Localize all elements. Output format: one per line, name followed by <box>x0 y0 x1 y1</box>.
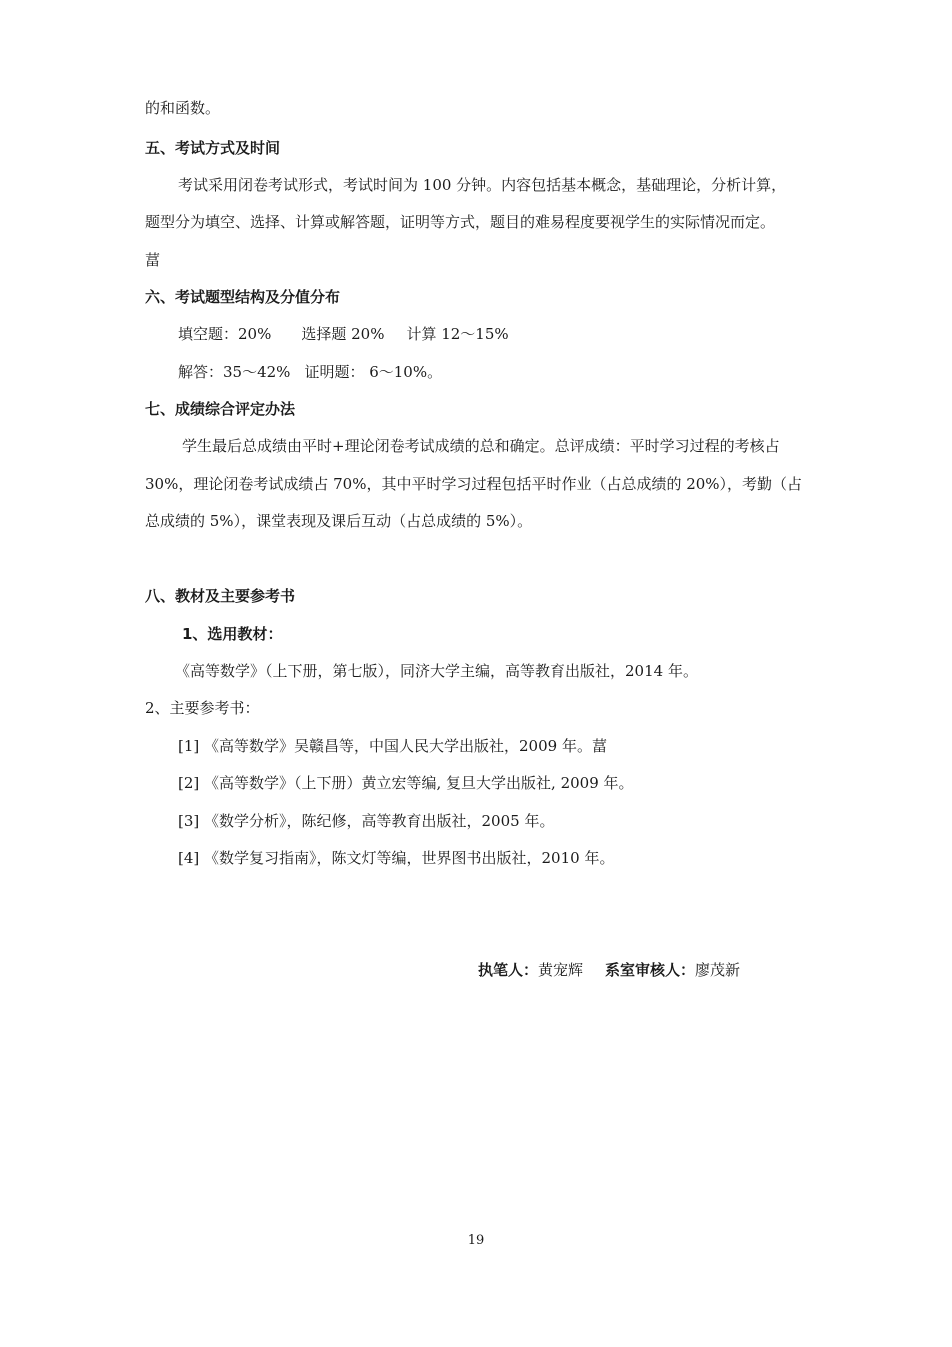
author-name: 黄宠辉 <box>538 961 584 979</box>
section-5-line-1: 考试采用闭卷考试形式，考试时间为 100 分钟。内容包括基本概念，基础理论，分析计算， <box>178 176 787 194</box>
section-5-line-2: 题型分为填空、选择、计算或解答题，证明等方式，题目的难易程度要视学生的实际情况而定。 <box>145 213 776 231</box>
fill-blank-share: 填空题：20% <box>178 325 272 343</box>
reference-item-4: [4] 《数学复习指南》，陈文灯等编，世界图书出版社，2010 年。 <box>178 849 615 867</box>
textbook-entry: 《高等数学》（上下册，第七版），同济大学主编，高等教育出版社，2014 年。 <box>175 662 698 680</box>
intro-tail-text: 的和函数。 <box>145 99 221 117</box>
answer-share: 解答：35～42% <box>178 363 291 381</box>
reference-item-1: [1] 《高等数学》吴赣昌等，中国人民大学出版社，2009 年。葍 <box>178 737 607 755</box>
section-7-line-2: 30%，理论闭卷考试成绩占 70%，其中平时学习过程包括平时作业（占总成绩的 20%），考勤（占 <box>145 475 803 493</box>
textbook-label: 1、选用教材： <box>182 625 283 643</box>
reviewer-label: 系室审核人： <box>605 961 696 979</box>
section-7-line-1: 学生最后总成绩由平时+理论闭卷考试成绩的总和确定。总评成绩：平时学习过程的考核占 <box>182 437 780 455</box>
calc-share: 计算 12～15% <box>406 325 509 343</box>
reference-item-3: [3] 《数学分析》，陈纪修，高等教育出版社，2005 年。 <box>178 812 555 830</box>
reference-item-2: [2] 《高等数学》（上下册）黄立宏等编, 复旦大学出版社, 2009 年。 <box>178 774 634 792</box>
section-7-heading: 七、成绩综合评定办法 <box>145 400 296 418</box>
section-5-line-3: 葍 <box>145 251 161 269</box>
section-6-heading: 六、考试题型结构及分值分布 <box>145 288 341 306</box>
reviewer-name: 廖茂新 <box>695 961 741 979</box>
signature-block <box>478 960 740 980</box>
section-7-line-3: 总成绩的 5%），课堂表现及课后互动（占总成绩的 5%）。 <box>145 512 533 530</box>
choice-share: 选择题 20% <box>301 325 385 343</box>
score-distribution-row-2 <box>178 362 442 382</box>
author-label: 执笔人： <box>478 961 539 979</box>
section-5-heading: 五、考试方式及时间 <box>145 139 281 157</box>
proof-share: 证明题： 6～10%。 <box>304 363 443 381</box>
page-number: 19 <box>467 1233 485 1248</box>
section-8-heading: 八、教材及主要参考书 <box>145 587 296 605</box>
references-label: 2、主要参考书： <box>145 699 260 717</box>
score-distribution-row-1 <box>178 324 509 344</box>
